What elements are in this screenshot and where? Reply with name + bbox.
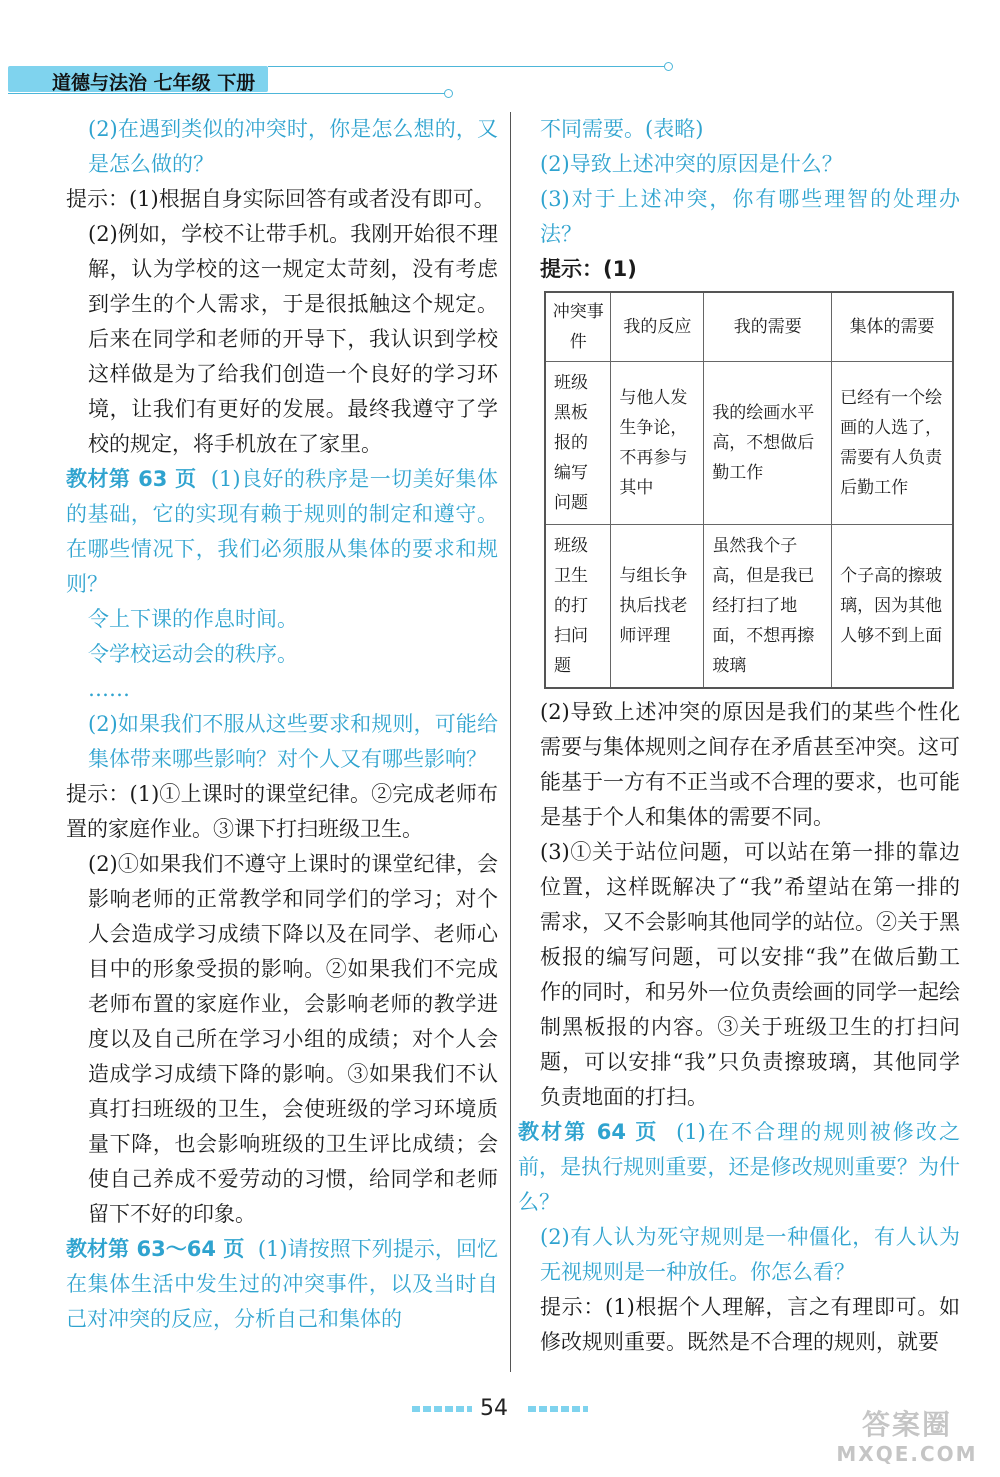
header-rule-lower [8,93,448,94]
hint-text: 提示：(1)根据自身实际回答有或者没有即可。 [66,187,495,211]
textbook-label: 教材第 63 页 [66,467,197,491]
question-text: (1)良好的秩序是一切美好集体的基础，它的实现有赖于规则的制定和遵守。在哪些情况下，我们必须服从集体的要求和规则？ [66,467,498,596]
answer-paragraph: (3)①关于站位问题，可以站在第一排的靠边位置，这样既解决了“我”希望站在第一排的需求，又不会影响其他同学的站位。②关于黑板报的编写问题，可以安排“我”在做后勤工作的同时，和另外一位负责绘画的同学一起绘制黑板报的内容。③关于班级卫生的打扫问题，可以安排“我”只负责擦玻璃，其他同学负责地面的打扫。 [540,840,960,1109]
table-row [545,362,953,525]
left-column [66,112,498,1337]
question: (2)在遇到类似的冲突时，你是怎么想的，又是怎么做的？ [88,117,498,176]
hint: 提示：(1)根据个人理解，言之有理即可。如修改规则重要。既然是不合理的规则，就要 [540,1295,960,1354]
hint: 提示：(1)①上课时的课堂纪律。②完成老师布置的家庭作业。③课下打扫班级卫生。 [66,782,498,841]
answer-paragraph: (2)①如果我们不遵守上课时的课堂纪律，会影响老师的正常教学和同学们的学习；对个人会造成学习成绩下降以及在同学、老师心目中的形象受损的影响。②如果我们不完成老师布置的家庭作业，会影响老师的教学进度以及自己所在学习小组的成绩；对个人会造成学习成绩下降的影响。③如果我们不认真打扫班级的卫生，会使班级的学习环境质量下降，也会影响班级的卫生评比成绩；会使自己养成不爱劳动的习惯，给同学和老师留下不好的印象。 [88,852,498,1226]
textbook-question [518,1115,960,1220]
table-cell: 班级卫生的打扫问题 [545,525,611,689]
table-header: 我的反应 [611,292,704,362]
table-cell: 我的绘画水平高，不想做后勤工作 [704,362,832,525]
column-divider [510,112,511,1372]
header-dot [444,89,453,98]
hint [66,182,498,217]
header-title: 道德与法治 七年级 下册 [52,72,256,94]
page-number: 54 [480,1396,508,1421]
answer-paragraph: (2)导致上述冲突的原因是我们的某些个性化需要与集体规则之间存在矛盾甚至冲突。这可能基于一方有不正当或不合理的要求，也可能是基于个人和集体的需要不同。 [540,700,960,829]
page-number-decoration [412,1406,472,1412]
table-header: 集体的需要 [832,292,953,362]
textbook-question [66,1232,498,1337]
question: (2)有人认为死守规则是一种僵化，有人认为无视规则是一种放任。你怎么看？ [540,1225,960,1284]
question-continuation: 不同需要。(表略) [540,117,704,141]
textbook-label: 教材第 64 页 [518,1120,659,1144]
table-cell: 已经有一个绘画的人选了，需要有人负责后勤工作 [832,362,953,525]
table-header: 冲突事件 [545,292,611,362]
page-number-decoration [528,1406,588,1412]
textbook-question [66,462,498,602]
question: (2)如果我们不服从这些要求和规则，可能给集体带来哪些影响？对个人又有哪些影响？ [88,712,498,771]
question-text: (1)请按照下列提示，回忆在集体生活中发生过的冲突事件，以及当时自己对冲突的反应，分析自己和集体的 [66,1237,498,1331]
textbook-label: 教材第 63～64 页 [66,1237,245,1261]
question: (2)导致上述冲突的原因是什么？ [540,152,843,176]
bullet-item: 令上下课的作息时间。 [88,607,298,631]
table-cell: 与他人发生争论，不再参与其中 [611,362,704,525]
watermark-url: MXQE.COM [836,1442,978,1466]
table-cell: 虽然我个子高，但是我已经打扫了地面，不想再擦玻璃 [704,525,832,689]
table-cell: 与组长争执后找老师评理 [611,525,704,689]
header-rule [268,66,668,67]
ellipsis: …… [88,677,130,701]
hint-label: 提示：(1) [540,257,637,281]
table-header: 我的需要 [704,292,832,362]
watermark [822,1408,992,1472]
header-dot [664,62,673,71]
question: (3)对于上述冲突，你有哪些理智的处理办法？ [540,187,960,246]
bullet-item: 令学校运动会的秩序。 [88,642,298,666]
answer-paragraph: (2)例如，学校不让带手机。我刚开始很不理解，认为学校的这一规定太苛刻，没有考虑到学生的个人需求，于是很抵触这个规定。后来在同学和老师的开导下，我认识到学校这样做是为了给我们创造一个良好的学习环境，让我们有更好的发展。最终我遵守了学校的规定，将手机放在了家里。 [88,222,498,456]
conflict-table [544,291,954,689]
table-cell: 班级黑板报的编写问题 [545,362,611,525]
table-header-row [545,292,953,362]
right-column [518,112,960,1360]
question-text: (1)在不合理的规则被修改之前，是执行规则重要，还是修改规则重要？为什么？ [518,1120,960,1214]
table-cell: 个子高的擦玻璃，因为其他人够不到上面 [832,525,953,689]
watermark-logo: 答案圈 [861,1408,952,1441]
table-row [545,525,953,689]
